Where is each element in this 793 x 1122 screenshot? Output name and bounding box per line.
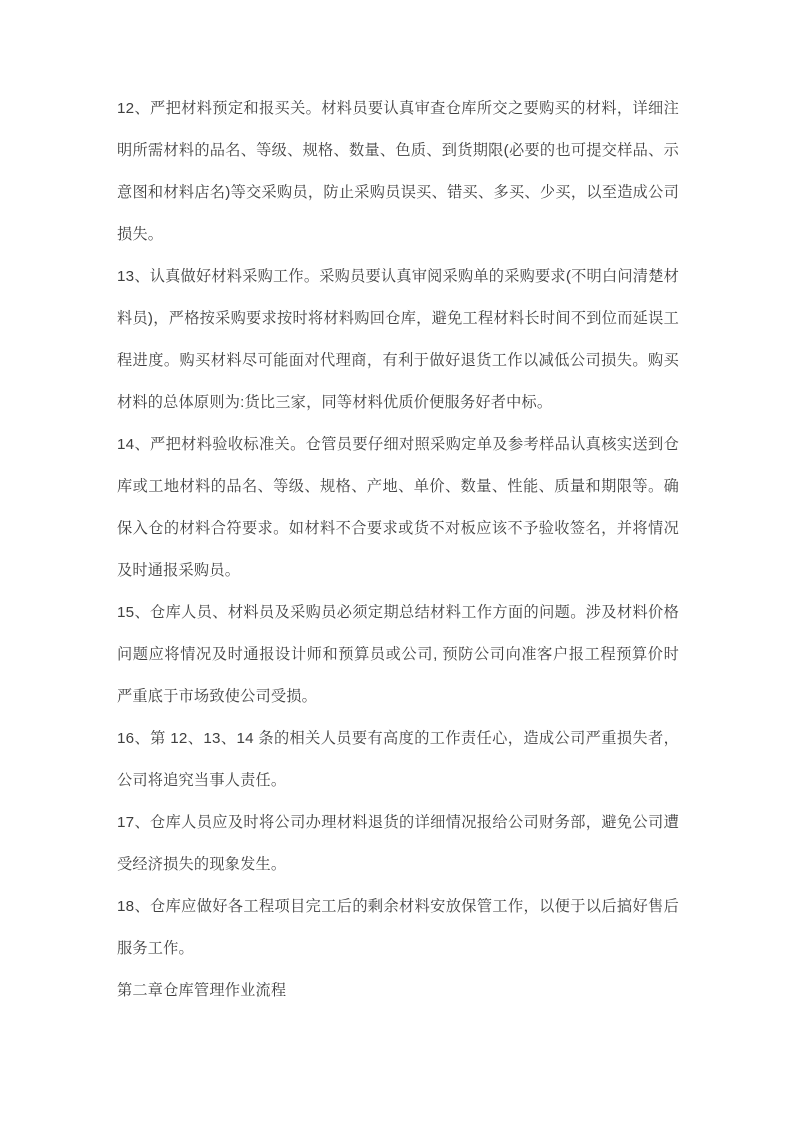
chapter-heading: 第二章仓库管理作业流程	[117, 982, 287, 999]
paragraph-item-18: 18、仓库应做好各工程项目完工后的剩余材料安放保管工作，以便于以后搞好售后服务工作。	[117, 898, 679, 957]
paragraph-item-16: 16、第 12、13、14 条的相关人员要有高度的工作责任心，造成公司严重损失者，公司将追究当事人责任。	[117, 730, 679, 789]
paragraph-item-17: 17、仓库人员应及时将公司办理材料退货的详细情况报给公司财务部，避免公司遭受经济损失的现象发生。	[117, 814, 679, 873]
paragraph-item-13: 13、认真做好材料采购工作。采购员要认真审阅采购单的采购要求(不明白问清楚材料员)，严格按采购要求按时将材料购回仓库，避免工程材料长时间不到位而延误工程进度。购买材料尽可能面对代理商，有利于做好退货工作以减低公司损失。购买材料的总体原则为:货比三家，同等材料优质价便服务好者中标。	[117, 268, 679, 411]
document-body	[117, 88, 679, 1012]
paragraph-item-12: 12、严把材料预定和报买关。材料员要认真审查仓库所交之要购买的材料，详细注明所需材料的品名、等级、规格、数量、色质、到货期限(必要的也可提交样品、示意图和材料店名)等交采购员，防止采购员误买、错买、多买、少买，以至造成公司损失。	[117, 100, 679, 243]
paragraph-item-15: 15、仓库人员、材料员及采购员必须定期总结材料工作方面的问题。涉及材料价格问题应将情况及时通报设计师和预算员或公司, 预防公司向准客户报工程预算价时严重底于市场致使公司受损。	[117, 604, 679, 705]
paragraph-item-14: 14、严把材料验收标准关。仓管员要仔细对照采购定单及参考样品认真核实送到仓库或工地材料的品名、等级、规格、产地、单价、数量、性能、质量和期限等。确保入仓的材料合符要求。如材料不合要求或货不对板应该不予验收签名，并将情况及时通报采购员。	[117, 436, 679, 579]
